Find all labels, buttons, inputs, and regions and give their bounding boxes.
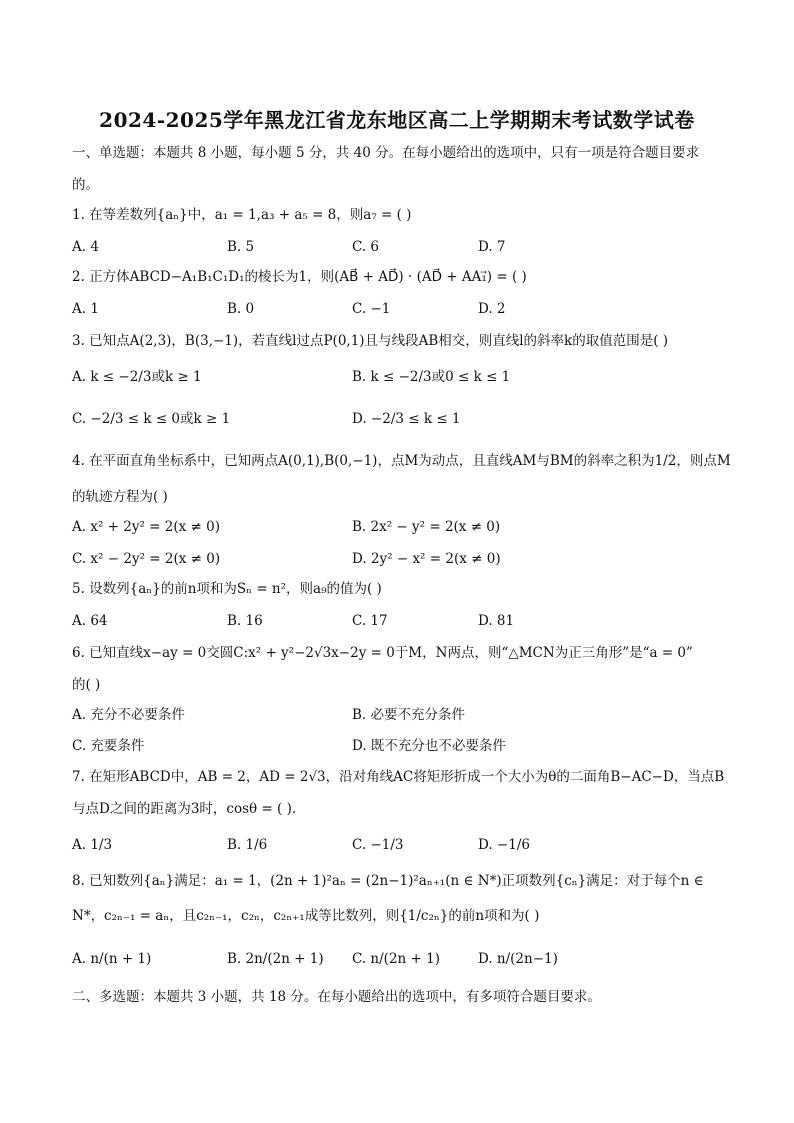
question-7-stem-cont: 与点D之间的距离为3时，cosθ = ( ). (72, 801, 297, 817)
question-7-stem: 7. 在矩形ABCD中，AB = 2，AD = 2√3，沿对角线AC将矩形折成一个大小为θ的二面角B−AC−D，当点B (72, 769, 725, 785)
question-1-stem: 1. 在等差数列{aₙ}中，a₁ = 1,a₃ + a₅ = 8，则a₇ = ( ) (72, 207, 412, 223)
section-1-header-cont: 的。 (72, 177, 99, 193)
q1-option-c: C. 6 (352, 239, 380, 255)
q1-option-b: B. 5 (227, 239, 255, 255)
q1-option-a: A. 4 (72, 239, 99, 255)
q8-option-b: B. 2n/(2n + 1) (227, 951, 324, 967)
q7-option-a: A. 1/3 (72, 837, 113, 853)
q7-option-b: B. 1/6 (227, 837, 268, 853)
section-1-header: 一、单选题：本题共 8 小题，每小题 5 分，共 40 分。在每小题给出的选项中，只有一项是符合题目要求 (72, 145, 700, 161)
q4-option-d: D. 2y² − x² = 2(x ≠ 0) (352, 551, 501, 567)
page-title: 2024-2025学年黑龙江省龙东地区高二上学期期末考试数学试卷 (99, 108, 695, 132)
q5-option-d: D. 81 (478, 613, 515, 629)
q6-option-a: A. 充分不必要条件 (72, 707, 185, 723)
question-4-stem-cont: 的轨迹方程为( ) (72, 489, 168, 505)
q7-option-c: C. −1/3 (352, 837, 404, 853)
q4-option-c: C. x² − 2y² = 2(x ≠ 0) (72, 551, 221, 567)
question-8-stem: 8. 已知数列{aₙ}满足：a₁ = 1，(2n + 1)²aₙ = (2n−1)²aₙ₊₁(n ∈ N*)正项数列{cₙ}满足：对于每个n ∈ (72, 873, 704, 889)
q3-option-d: D. −2/3 ≤ k ≤ 1 (352, 411, 461, 427)
q2-option-a: A. 1 (72, 301, 99, 317)
q4-option-b: B. 2x² − y² = 2(x ≠ 0) (352, 519, 501, 535)
question-5-stem: 5. 设数列{aₙ}的前n项和为Sₙ = n²，则a₉的值为( ) (72, 581, 382, 597)
q8-option-c: C. n/(2n + 1) (352, 951, 440, 967)
q1-option-d: D. 7 (478, 239, 506, 255)
question-2-stem: 2. 正方体ABCD−A₁B₁C₁D₁的棱长为1，则(AB⃗ + AD⃗) · (AD⃗ + AA₁⃗) = ( ) (72, 269, 527, 285)
question-8-stem-cont: N*，c₂ₙ₋₁ = aₙ，且c₂ₙ₋₁，c₂ₙ，c₂ₙ₊₁成等比数列，则{1/c₂ₙ}的前n项和为( ) (72, 908, 540, 924)
section-2-header: 二、多选题：本题共 3 小题，共 18 分。在每小题给出的选项中，有多项符合题目要求。 (72, 989, 601, 1005)
q8-option-d: D. n/(2n−1) (478, 951, 558, 967)
q5-option-b: B. 16 (227, 613, 263, 629)
q5-option-a: A. 64 (72, 613, 108, 629)
question-6-stem: 6. 已知直线x−ay = 0交圆C:x² + y²−2√3x−2y = 0于M，N两点，则“△MCN为正三角形”是“a = 0” (72, 645, 693, 661)
q3-option-b: B. k ≤ −2/3或0 ≤ k ≤ 1 (352, 369, 511, 385)
q2-option-d: D. 2 (478, 301, 506, 317)
question-4-stem: 4. 在平面直角坐标系中，已知两点A(0,1),B(0,−1)，点M为动点，且直线AM与BM的斜率之积为1/2，则点M (72, 453, 731, 469)
q8-option-a: A. n/(n + 1) (72, 951, 152, 967)
question-6-stem-cont: 的( ) (72, 677, 101, 693)
question-3-stem: 3. 已知点A(2,3)，B(3,−1)，若直线l过点P(0,1)且与线段AB相交，则直线l的斜率k的取值范围是( ) (72, 333, 669, 349)
q2-option-c: C. −1 (352, 301, 391, 317)
q6-option-c: C. 充要条件 (72, 738, 145, 754)
q6-option-d: D. 既不充分也不必要条件 (352, 738, 506, 754)
q4-option-a: A. x² + 2y² = 2(x ≠ 0) (72, 519, 220, 535)
q3-option-c: C. −2/3 ≤ k ≤ 0或k ≥ 1 (72, 411, 231, 427)
q3-option-a: A. k ≤ −2/3或k ≥ 1 (72, 369, 202, 385)
q2-option-b: B. 0 (227, 301, 255, 317)
q6-option-b: B. 必要不充分条件 (352, 707, 466, 723)
q7-option-d: D. −1/6 (478, 837, 530, 853)
q5-option-c: C. 17 (352, 613, 388, 629)
